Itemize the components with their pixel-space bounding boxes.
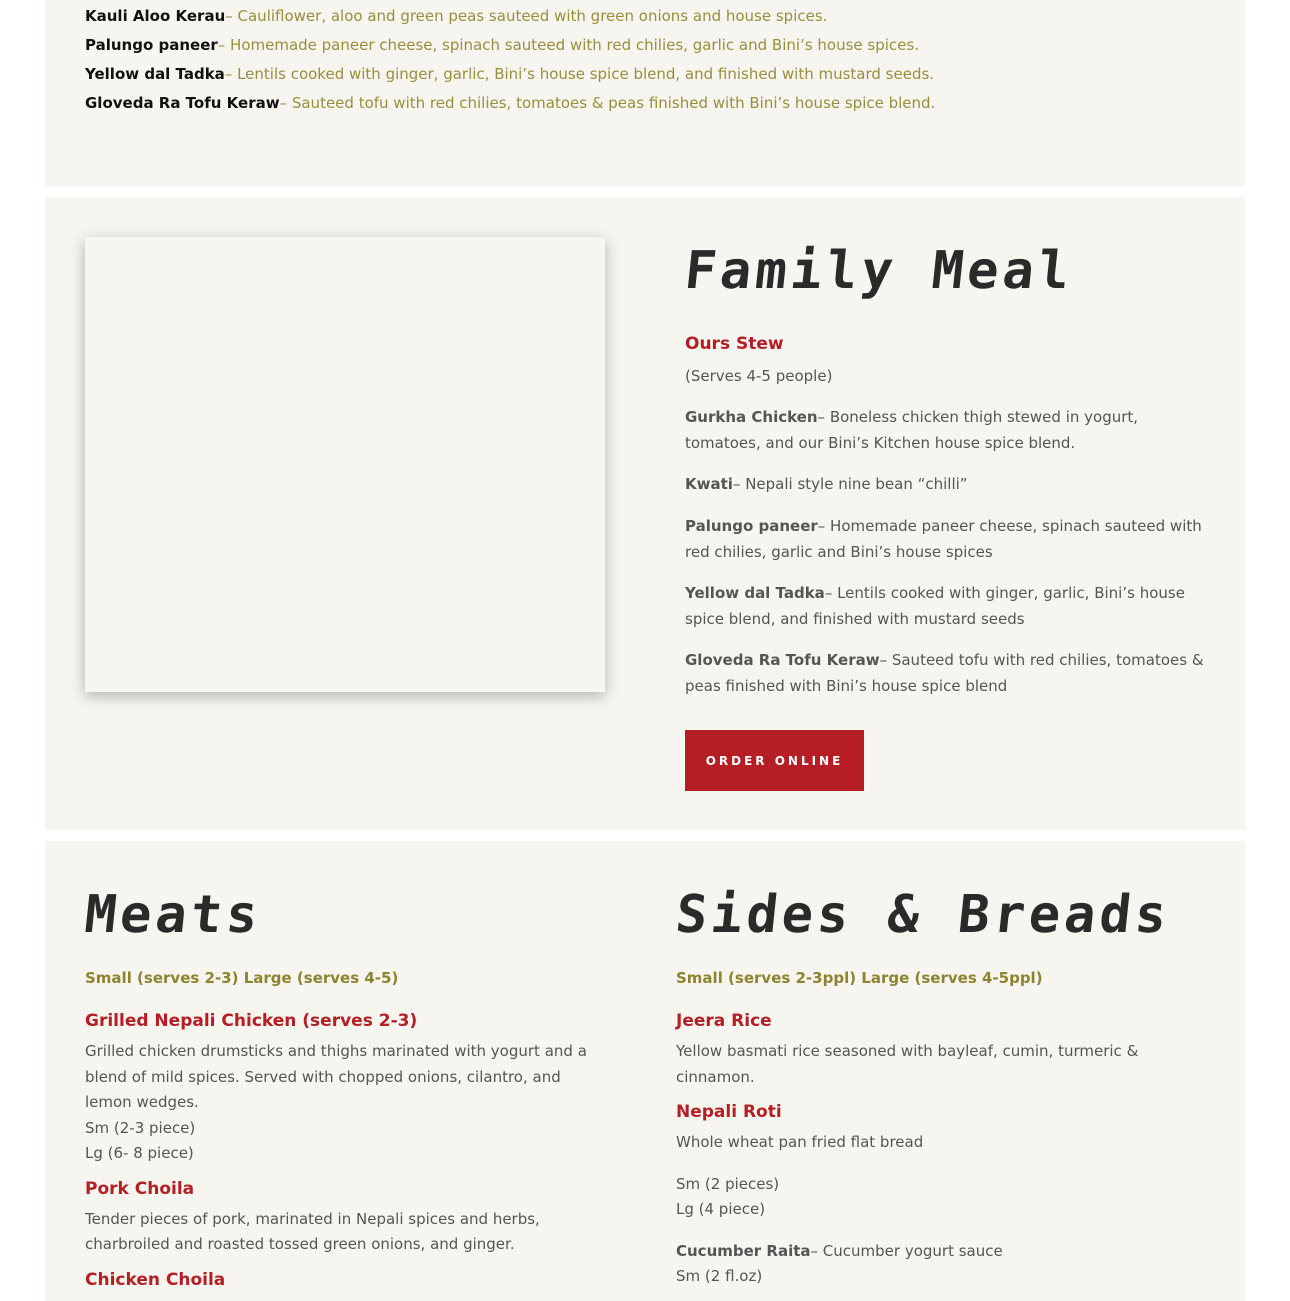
list-item: Palungo paneer– Homemade paneer cheese, spinach sauteed with red chilies, garlic and Bini’s house spices. bbox=[85, 36, 919, 54]
family-meal-title: Family Meal bbox=[681, 241, 1077, 301]
size-small: Sm (2-3 piece) bbox=[85, 1118, 196, 1137]
vegetarian-list bbox=[85, 2, 935, 118]
family-item: Kwati– Nepali style nine bean “chilli” bbox=[685, 475, 968, 493]
menu-item-desc: Tender pieces of pork, marinated in Nepali spices and herbs, charbroiled and roasted tossed green onions, and ginger. bbox=[85, 1209, 540, 1253]
order-online-button[interactable]: ORDER ONLINE bbox=[685, 730, 864, 791]
menu-item bbox=[85, 1268, 610, 1292]
menu-item bbox=[676, 1100, 1201, 1223]
serves-note: (Serves 4-5 people) bbox=[685, 367, 833, 385]
family-meal-photo bbox=[85, 237, 605, 692]
menu-item bbox=[676, 1239, 1201, 1290]
menu-item-desc: Yellow basmati rice seasoned with bayleaf, cumin, turmeric & cinnamon. bbox=[676, 1042, 1139, 1086]
sides-title: Sides & Breads bbox=[672, 885, 1174, 945]
meats-title: Meats bbox=[81, 885, 265, 945]
family-item: Gloveda Ra Tofu Keraw– Sauteed tofu with red chilies, tomatoes & peas finished with Bini’s house spice blend bbox=[685, 651, 1204, 695]
family-item: Yellow dal Tadka– Lentils cooked with ginger, garlic, Bini’s house spice blend, and finished with mustard seeds bbox=[685, 584, 1185, 628]
spacer bbox=[676, 1156, 1201, 1172]
size-large: Lg (4 piece) bbox=[676, 1200, 766, 1218]
menu-item-desc: Cucumber Raita– Cucumber yogurt sauce bbox=[676, 1241, 1003, 1260]
menu-item-title: Nepali Roti bbox=[676, 1102, 782, 1122]
menu-item-desc: Whole wheat pan fried flat bread bbox=[676, 1133, 924, 1151]
list-item: Gloveda Ra Tofu Keraw– Sauteed tofu with red chilies, tomatoes & peas finished with Bini’s house spice blend. bbox=[85, 94, 936, 112]
menu-item-title: Chicken Choila bbox=[85, 1269, 226, 1290]
family-meal-panel bbox=[45, 197, 1245, 830]
list-item: Yellow dal Tadka– Lentils cooked with ginger, garlic, Bini’s house spice blend, and finished with mustard seeds. bbox=[85, 65, 935, 83]
menu-item-title: Jeera Rice bbox=[676, 1011, 772, 1031]
size-large: Lg (6- 8 piece) bbox=[85, 1144, 194, 1162]
menu-item-title: Pork Choila bbox=[85, 1178, 195, 1199]
menu-item-title: Grilled Nepali Chicken (serves 2-3) bbox=[85, 1011, 418, 1031]
size-small: Sm (2 fl.oz) bbox=[676, 1267, 763, 1285]
menu-item-desc: Grilled chicken drumsticks and thighs marinated with yogurt and a blend of mild spices. Served with chopped onions, cilantro, and lemon wedges. bbox=[85, 1042, 587, 1111]
meats-sizes-note: Small (serves 2-3) Large (serves 4-5) bbox=[85, 969, 399, 987]
family-item: Gurkha Chicken– Boneless chicken thigh stewed in yogurt, tomatoes, and our Bini’s Kitchen house spice blend. bbox=[685, 408, 1139, 452]
menu-item bbox=[85, 1009, 610, 1167]
menu-item bbox=[676, 1009, 1201, 1090]
meats-sides-panel bbox=[45, 841, 1245, 1301]
list-item: Kauli Aloo Kerau– Cauliflower, aloo and green peas sauteed with green onions and house spices. bbox=[85, 7, 828, 25]
sides-sizes-note: Small (serves 2-3ppl) Large (serves 4-5ppl) bbox=[676, 969, 1043, 987]
vegetarian-panel bbox=[45, 0, 1245, 186]
meats-list bbox=[85, 1009, 610, 1301]
stew-title: Ours Stew bbox=[685, 334, 784, 354]
size-small: Sm (2 pieces) bbox=[676, 1174, 780, 1193]
sides-list bbox=[676, 1009, 1201, 1300]
menu-item bbox=[85, 1177, 610, 1258]
family-item: Palungo paneer– Homemade paneer cheese, spinach sauteed with red chilies, garlic and Bini’s house spices bbox=[685, 517, 1202, 561]
